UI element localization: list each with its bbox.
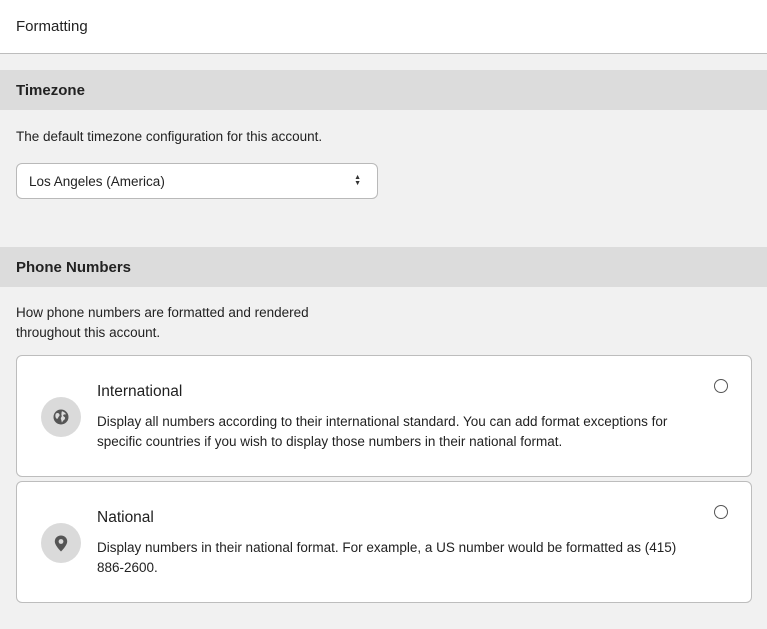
international-option-description: Display all numbers according to their international standard. You can add format exceptions for specific countries if you wish to display those numbers in their national format. bbox=[97, 414, 668, 449]
timezone-select[interactable] bbox=[16, 163, 378, 199]
page-title: Formatting bbox=[16, 18, 88, 35]
phone-heading: Phone Numbers bbox=[16, 258, 132, 276]
timezone-description: The default timezone configuration for this account. bbox=[16, 129, 323, 144]
timezone-section-header bbox=[0, 70, 767, 110]
phone-description: How phone numbers are formatted and rendered throughout this account. bbox=[16, 305, 309, 340]
phone-section-header bbox=[0, 247, 767, 287]
national-option-description: Display numbers in their national format. For example, a US number would be formatted as (415) 886-2600. bbox=[97, 540, 677, 575]
international-option-title: International bbox=[97, 383, 183, 400]
timezone-heading: Timezone bbox=[16, 81, 85, 99]
select-arrows-icon: ▲ ▼ bbox=[354, 174, 361, 187]
national-option-title: National bbox=[97, 509, 154, 526]
national-option-card[interactable] bbox=[16, 481, 752, 603]
globe-icon bbox=[41, 397, 81, 437]
timezone-select-value: Los Angeles (America) bbox=[29, 173, 165, 189]
phone-section bbox=[0, 247, 767, 603]
map-pin-icon bbox=[41, 523, 81, 563]
timezone-section bbox=[0, 70, 767, 199]
national-radio[interactable] bbox=[714, 505, 728, 519]
international-option-card[interactable] bbox=[16, 355, 752, 477]
top-bar bbox=[0, 0, 767, 54]
international-radio[interactable] bbox=[714, 379, 728, 393]
